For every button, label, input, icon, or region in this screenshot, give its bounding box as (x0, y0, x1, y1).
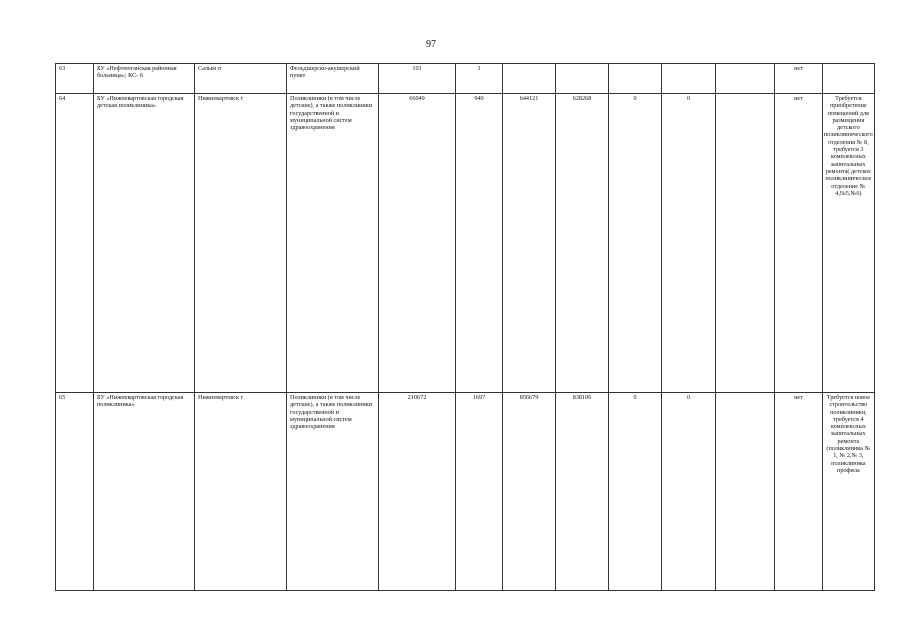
value-cell (609, 64, 662, 94)
value-cell: 66049 (379, 94, 456, 393)
value-cell (503, 64, 556, 94)
value-cell: 856679 (503, 393, 556, 591)
facility-type-cell: Фельдшерско-акушерский пункт (287, 64, 379, 94)
value-cell: 1 (456, 64, 503, 94)
page-number: 97 (426, 39, 436, 50)
value-cell: 628268 (556, 94, 609, 393)
locality-cell: Нижневартовск г (195, 393, 287, 591)
note-cell: Требуется приобретение помещений для размещения детского поликлинического отделения № 8, требуется 3 комплексных капитальных ремонта( детское поликлиническое отделение № 4,№5,№6) (823, 94, 875, 393)
status-cell: нет (775, 94, 823, 393)
facilities-table (55, 63, 875, 591)
organization-cell: БУ «Нижневартовская городская поликлиника» (94, 393, 195, 591)
value-cell: 0 (609, 94, 662, 393)
row-number: 64 (56, 94, 94, 393)
table-row (56, 64, 875, 94)
value-cell: 838106 (556, 393, 609, 591)
facility-type-cell: Поликлиники (в том числе детские), а также поликлиники государственной и муниципальной систем здравоохранения (287, 94, 379, 393)
value-cell: 0 (609, 393, 662, 591)
organization-cell: БУ «Нефтеюганская районная больница»; КС- 6 (94, 64, 195, 94)
status-cell: нет (775, 393, 823, 591)
locality-cell: Нижневартовск г (195, 94, 287, 393)
note-cell (823, 64, 875, 94)
note-cell: Требуется новое строительство поликлиники, требуется 4 комплексных капитальных ремонта (поликлиника № 1, № 2,№ 3, поликлиника профила (823, 393, 875, 591)
organization-cell: БУ «Нижневартовская городская детская поликлиника» (94, 94, 195, 393)
value-cell (716, 94, 775, 393)
facility-type-cell: Поликлиники (в том числе детские), а также поликлиники государственной и муниципальной систем здравоохранения (287, 393, 379, 591)
value-cell: 644121 (503, 94, 556, 393)
table-row (56, 94, 875, 393)
row-number: 65 (56, 393, 94, 591)
value-cell (716, 393, 775, 591)
value-cell: 940 (456, 94, 503, 393)
value-cell: 0 (662, 393, 716, 591)
value-cell: 101 (379, 64, 456, 94)
value-cell (716, 64, 775, 94)
value-cell: 0 (662, 94, 716, 393)
value-cell (662, 64, 716, 94)
table-row (56, 393, 875, 591)
value-cell (556, 64, 609, 94)
status-cell: нет (775, 64, 823, 94)
value-cell: 210672 (379, 393, 456, 591)
locality-cell: Салым п (195, 64, 287, 94)
value-cell: 1697 (456, 393, 503, 591)
row-number: 63 (56, 64, 94, 94)
